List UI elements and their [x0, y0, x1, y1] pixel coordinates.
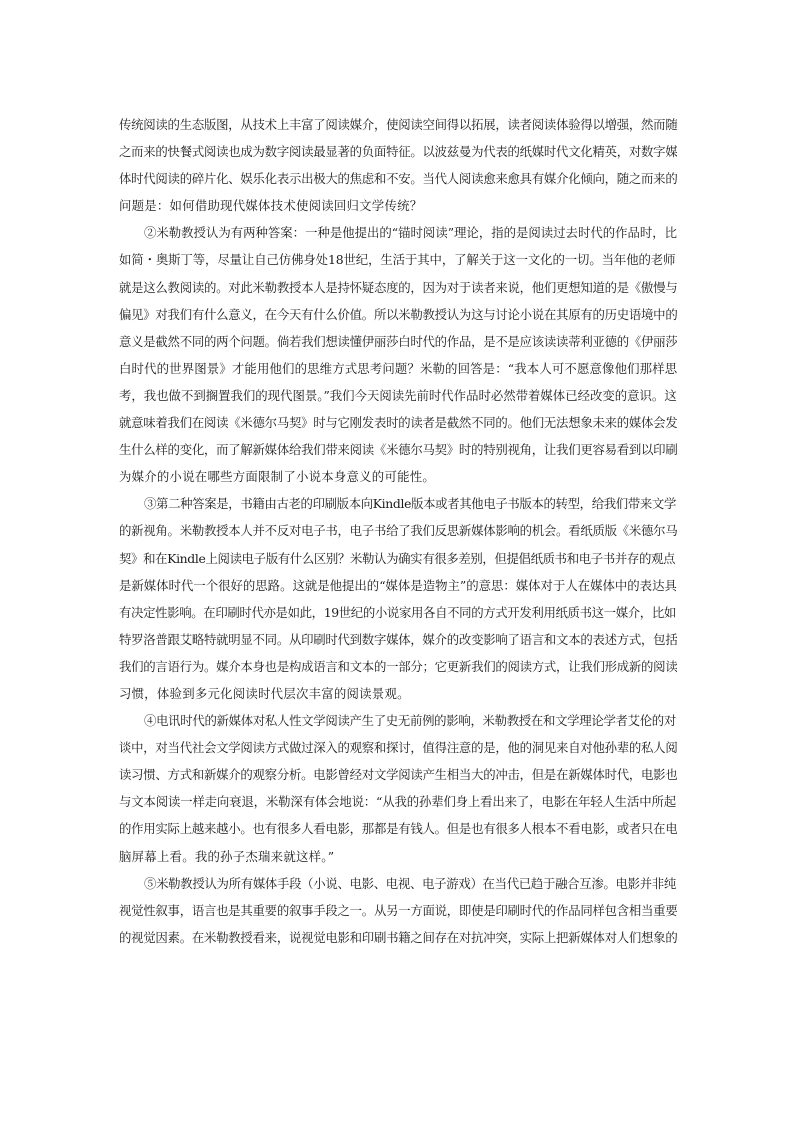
text-line: 体时代阅读的碎片化、娱乐化表示出极大的焦虑和不安。当代人阅读愈来愈具有媒介化倾向，随之而来的 [119, 171, 677, 187]
text-line: 的作用实际上越来越小。也有很多人看电影，那都是有钱人。但是也有很多人根本不看电影，或者只在电 [119, 821, 677, 837]
text-line: 是新媒体时代一个很好的思路。这就是他提出的“媒体是造物主”的意思：媒体对于人在媒体中的表达具 [119, 577, 677, 593]
text-line: 问题是：如何借助现代媒体技术使阅读回归文学传统？ [119, 198, 423, 214]
text-line: 有决定性影响。在印刷时代亦是如此，19世纪的小说家用各自不同的方式开发利用纸质书这一媒介，比如 [119, 604, 676, 620]
paragraph-first-line: ④电讯时代的新媒体对私人性文学阅读产生了史无前例的影响，米勒教授在和文学理论学者艾伦的对 [144, 713, 676, 729]
paragraph-first-line: ②米勒教授认为有两种答案：一种是他提出的“锚时阅读”理论，指的是阅读过去时代的作品时，比 [144, 225, 677, 241]
text-line: 与文本阅读一样走向衰退，米勒深有体会地说：“从我的孙辈们身上看出来了，电影在年轻人生活中所起 [119, 794, 677, 810]
text-line: 读习惯、方式和新媒介的观察分析。电影曾经对文学阅读产生相当大的冲击，但是在新媒体时代，电影也 [119, 767, 677, 783]
text-line: 生什么样的变化，而了解新媒体给我们带来阅读《米德尔马契》时的特别视角，让我们更容易看到以印刷 [119, 442, 677, 458]
text-line: 考，我也做不到搁置我们的现代图景。”我们今天阅读先前时代作品时必然带着媒体已经改变的意识。这 [119, 387, 677, 403]
paragraph-first-line: ③第二种答案是，书籍由古老的印刷版本向Kindle版本或者其他电子书版本的转型，给我们带来文学 [144, 496, 676, 512]
text-line: 视觉性叙事，语言也是其重要的叙事手段之一。从另一方面说，即使是印刷时代的作品同样包含相当重要 [119, 902, 677, 918]
text-line: 谈中，对当代社会文学阅读方式做过深入的观察和探讨，值得注意的是，他的洞见来自对他孙辈的私人阅 [119, 740, 677, 756]
text-line: 如简・奥斯丁等，尽量让自己仿佛身处18世纪，生活于其中，了解关于这一文化的一切。当年他的老师 [119, 252, 676, 268]
text-line: 脑屏幕上看。我的孙子杰瑞来就这样。” [119, 848, 335, 864]
article-body [119, 111, 677, 951]
text-line: 就是这么教阅读的。对此米勒教授本人是持怀疑态度的，因为对于读者来说，他们更想知道的是《傲慢与 [119, 279, 677, 295]
text-line: 我们的言语行为。媒介本身也是构成语言和文本的一部分；它更新我们的阅读方式，让我们形成新的阅读 [119, 658, 677, 674]
text-line: 之而来的快餐式阅读也成为数字阅读最显著的负面特征。以波兹曼为代表的纸媒时代文化精英，对数字媒 [119, 144, 677, 160]
text-line: 的新视角。米勒教授本人并不反对电子书，电子书给了我们反思新媒体影响的机会。看纸质版《米德尔马 [119, 523, 677, 539]
text-line: 特罗洛普跟艾略特就明显不同。从印刷时代到数字媒体，媒介的改变影响了语言和文本的表述方式，包括 [119, 631, 677, 647]
text-line: 契》和在Kindle上阅读电子版有什么区别？米勒认为确实有很多差别，但提倡纸质书和电子书并存的观点 [119, 550, 676, 566]
text-line: 意义是截然不同的两个问题。倘若我们想读懂伊丽莎白时代的作品，是不是应该读读蒂利亚德的《伊丽莎 [119, 333, 677, 349]
text-line: 偏见》对我们有什么意义，在今天有什么价值。所以米勒教授认为这与讨论小说在其原有的历史语境中的 [119, 306, 677, 322]
text-line: 就意味着我们在阅读《米德尔马契》时与它刚发表时的读者是截然不同的。他们无法想象未来的媒体会发 [119, 415, 677, 431]
text-line: 的视觉因素。在米勒教授看来，说视觉电影和印刷书籍之间存在对抗冲突，实际上把新媒体对人们想象的 [119, 929, 677, 945]
text-line: 习惯，体验到多元化阅读时代层次丰富的阅读景观。 [119, 685, 410, 701]
text-line: 白时代的世界图景》才能用他们的思维方式思考问题？米勒的回答是：“我本人可不愿意像他们那样思 [119, 360, 677, 376]
paragraph-first-line: ⑤米勒教授认为所有媒体手段（小说、电影、电视、电子游戏）在当代已趋于融合互渗。电影并非纯 [144, 875, 676, 891]
text-line: 为媒介的小说在哪些方面限制了小说本身意义的可能性。 [119, 469, 436, 485]
text-line: 传统阅读的生态版图，从技术上丰富了阅读媒介，使阅读空间得以拓展，读者阅读体验得以增强，然而随 [119, 117, 677, 132]
